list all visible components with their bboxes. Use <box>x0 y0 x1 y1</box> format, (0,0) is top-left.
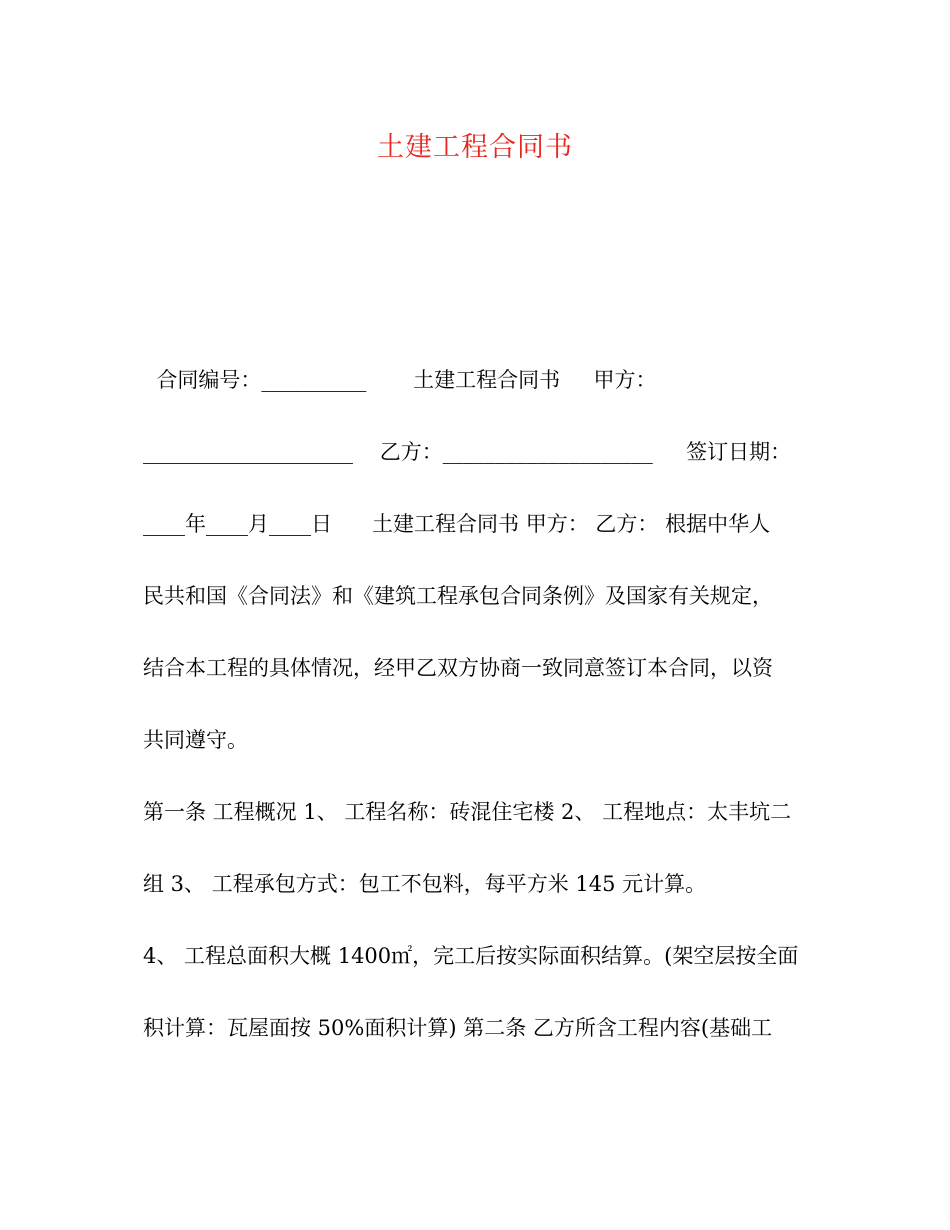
document-title: 土建工程合同书 <box>377 132 573 163</box>
body-text-line: 结合本工程的具体情况，经甲乙双方协商一致同意签订本合同，以资 <box>143 656 773 680</box>
body-text-line: 民共和国《合同法》和《建筑工程承包合同条例》及国家有关规定， <box>143 584 773 608</box>
body-text-line: 组 3、 工程承包方式：包工不包料，每平方米 145 元计算。 <box>143 872 707 896</box>
article-one-line: 第一条 工程概况 1、 工程名称：砖混住宅楼 2、 工程地点：太丰坑二 <box>143 800 792 824</box>
body-text-line: 积计算：瓦屋面按 50%面积计算) 第二条 乙方所含工程内容(基础工 <box>143 1016 773 1040</box>
body-text-line: 共同遵守。 <box>143 728 248 752</box>
contract-number-line: 合同编号：__________ 土建工程合同书 甲方： <box>143 368 657 392</box>
party-b-line: ____________________ 乙方：____________________ 签订日期： <box>143 440 792 464</box>
body-text-line: 4、 工程总面积大概 1400㎡，完工后按实际面积结算。(架空层按全面 <box>143 944 799 968</box>
date-line: ____年____月____日 土建工程合同书 甲方： 乙方： 根据中华人 <box>143 512 771 536</box>
